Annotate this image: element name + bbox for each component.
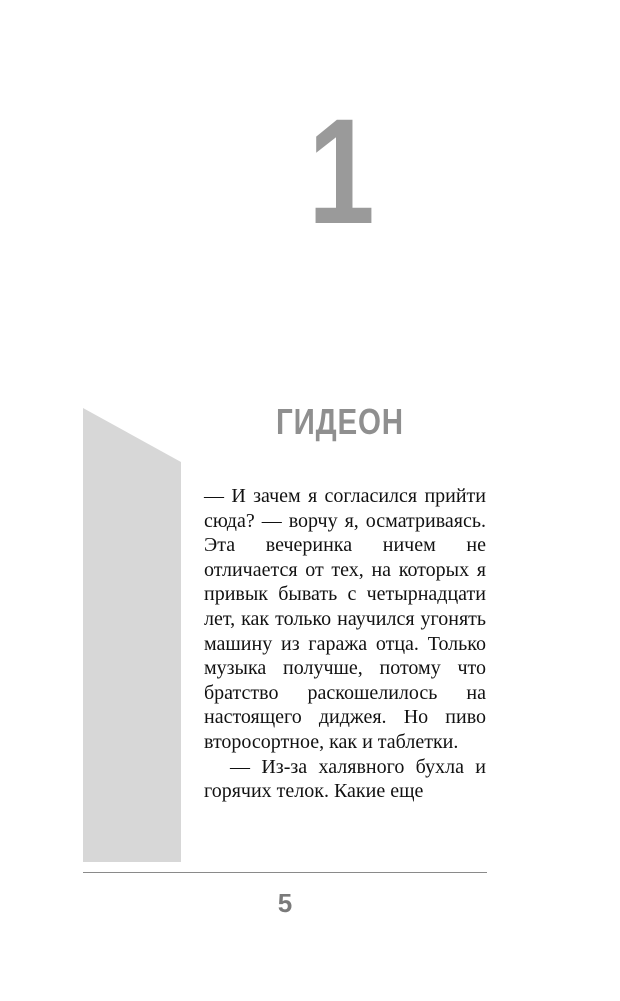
footer-divider bbox=[83, 872, 487, 873]
paragraph-1: — И зачем я согласился прийти сюда? — ворчу я, осматриваясь. Эта вечеринка ничем не отличается от тех, на которых я привык бывать с четырнадцати лет, как только научился угонять машину из гаража отца. Только музыка получше, потому что братство раскошелилось на настоящего диджея. Но пиво второсортное, как и таблетки. bbox=[204, 485, 486, 753]
chapter-number: 1 bbox=[308, 87, 375, 255]
body-text bbox=[204, 484, 486, 804]
page-number: 5 bbox=[277, 888, 293, 918]
chapter-heading: ГИДЕОН bbox=[276, 401, 404, 442]
paragraph-2: — Из-за халявного бухла и горячих телок. Какие еще bbox=[204, 755, 486, 803]
gray-panel-shape bbox=[83, 408, 181, 862]
